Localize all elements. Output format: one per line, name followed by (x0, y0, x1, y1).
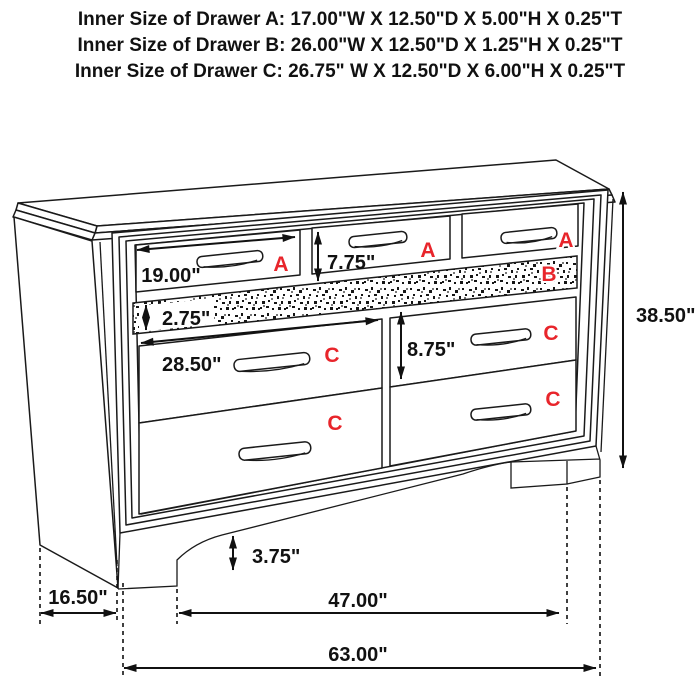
drawer-a-spec: Inner Size of Drawer A: 17.00"W X 12.50"D X 5.00"H X 0.25"T (77, 9, 623, 30)
dim-label-16-50: 16.50" (48, 587, 108, 609)
dim-label-19: 19.00" (141, 265, 201, 287)
dim-label-47: 47.00" (328, 590, 388, 612)
dim-label-7-75: 7.75" (327, 252, 376, 274)
label-drawer-c1-left: C (324, 344, 340, 367)
label-drawer-c1-right: C (543, 322, 559, 345)
drawer-b-spec: Inner Size of Drawer B: 26.00"W X 12.50"D X 1.25"H X 0.25"T (77, 35, 623, 56)
drawer-c-spec: Inner Size of Drawer C: 26.75" W X 12.50"D X 6.00"H X 0.25"T (74, 61, 626, 82)
label-drawer-c2-right: C (545, 388, 561, 411)
dim-label-8-75: 8.75" (407, 339, 456, 361)
dim-label-2-75: 2.75" (162, 308, 211, 330)
label-drawer-a3: A (558, 229, 574, 252)
label-drawer-a2: A (420, 239, 436, 262)
label-drawer-c2-left: C (327, 412, 343, 435)
base-left-edge (118, 533, 120, 589)
dresser-structure (13, 160, 615, 589)
dim-label-28-50: 28.50" (162, 354, 222, 376)
left-side-panel (14, 217, 118, 588)
dim-label-63: 63.00" (328, 644, 388, 666)
dim-label-38-50: 38.50" (636, 305, 696, 327)
dim-label-3-75: 3.75" (252, 546, 301, 568)
label-drawer-a1: A (273, 253, 289, 276)
label-drawer-b: B (541, 263, 557, 286)
